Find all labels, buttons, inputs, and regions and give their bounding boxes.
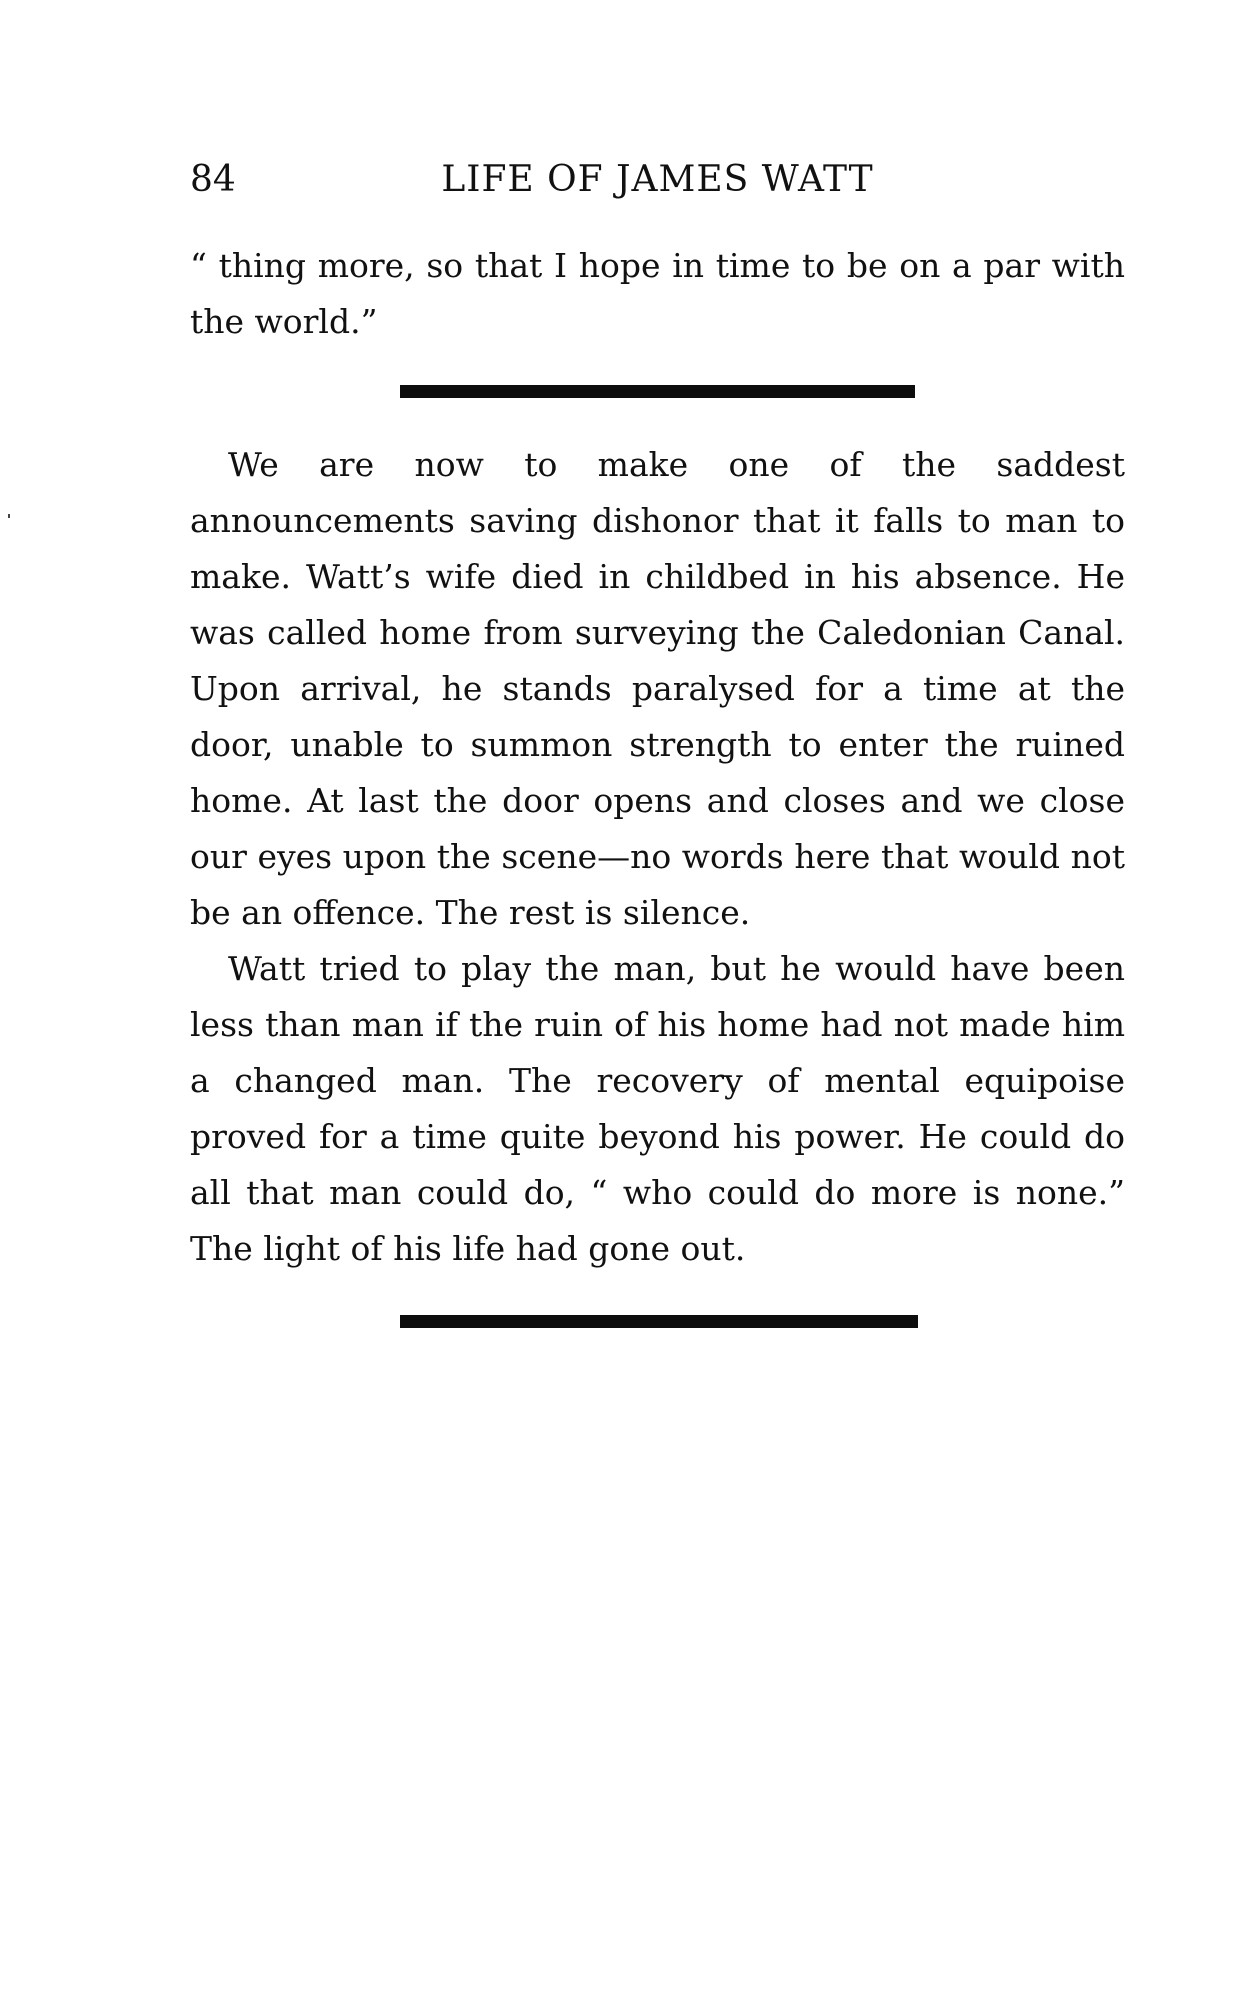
running-head <box>190 155 1125 205</box>
scan-speck <box>8 514 10 518</box>
continuation-paragraph: “ thing more, so that I hope in time to be on a par with the world.” <box>190 246 1125 341</box>
section-body <box>190 437 1125 1277</box>
page-number: 84 <box>190 159 236 200</box>
section-divider-bottom <box>400 1315 918 1328</box>
running-title: LIFE OF JAMES WATT <box>441 159 874 200</box>
paragraph-aftermath: Watt tried to play the man, but he would have been less than man if the ruin of his home had not made him a changed man. The recovery of mental equipoise proved for a time quite beyond his power. He could do all that man could do, “ who could do more is none.” The light of his life had gone out. <box>190 949 1125 1268</box>
section-divider-top <box>400 385 915 398</box>
continuation-text <box>190 238 1125 350</box>
paragraph-announcement: We are now to make one of the saddest announcements saving dishonor that it falls to man to make. Watt’s wife died in childbed in his absence. He was called home from surveying the Caledonian Canal. Upon arrival, he stands paralysed for a time at the door, unable to summon strength to enter the ruined home. At last the door opens and closes and we close our eyes upon the scene—no words here that would not be an offence. The rest is silence. <box>190 445 1125 932</box>
